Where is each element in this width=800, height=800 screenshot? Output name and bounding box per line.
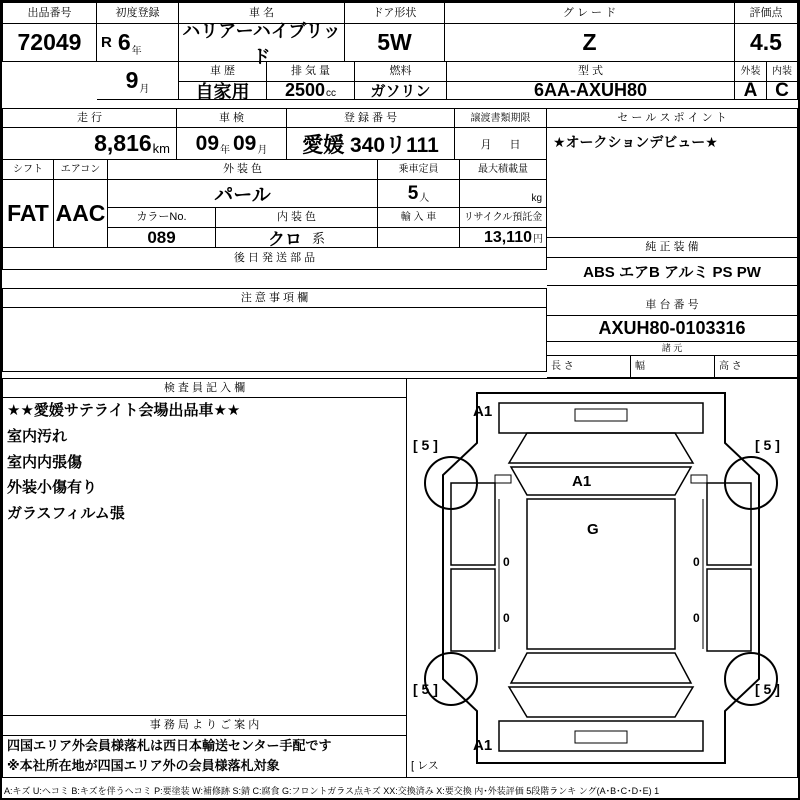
import-label: 輸 入 車 bbox=[378, 208, 460, 228]
diagram-tire-rr: [ 5 ] bbox=[755, 681, 780, 697]
history-label: 車 歴 bbox=[179, 62, 267, 82]
first-reg-label: 初度登録 bbox=[97, 2, 179, 24]
plate-value: 愛媛 340リ111 bbox=[287, 128, 455, 160]
plate-label: 登 録 番 号 bbox=[287, 108, 455, 128]
diagram-door-rr: 0 bbox=[693, 611, 700, 625]
mileage-label: 走 行 bbox=[2, 108, 177, 128]
exhibit-no-label: 出品番号 bbox=[2, 2, 97, 24]
inspector-line-3: 室内内張傷 bbox=[7, 453, 83, 471]
exhibit-no-value: 72049 bbox=[2, 24, 97, 62]
ext-color-label: 外 装 色 bbox=[108, 160, 378, 180]
door-label: ドア形状 bbox=[345, 2, 445, 24]
office-notice-body bbox=[2, 736, 407, 778]
inspector-line-1: ★★愛媛サテライト会場出品車★★ bbox=[7, 402, 241, 419]
grade-label: グ レ ー ド bbox=[445, 2, 735, 24]
int-color-label: 内 装 色 bbox=[216, 208, 378, 228]
diagram-door-fl: 0 bbox=[503, 555, 510, 569]
sales-point-value: ★オークションデビュー★ bbox=[547, 128, 798, 238]
origin-label: 諸 元 bbox=[547, 342, 798, 356]
recycle-value bbox=[460, 228, 547, 248]
displacement-unit: cc bbox=[326, 88, 337, 99]
first-reg-year: 6 bbox=[117, 29, 131, 55]
seats-value bbox=[378, 180, 460, 208]
mileage-unit: km bbox=[152, 141, 170, 156]
fuel-label: 燃料 bbox=[355, 62, 447, 82]
first-reg-month-cell bbox=[97, 62, 179, 100]
car-diagram bbox=[407, 379, 796, 777]
shift-value: FAT bbox=[2, 180, 54, 248]
first-reg-era: R bbox=[101, 34, 112, 51]
inspector-line-4: 外装小傷有り bbox=[7, 479, 98, 497]
int-color-value bbox=[216, 228, 378, 248]
notes-label: 注 意 事 項 欄 bbox=[2, 288, 547, 308]
exterior-grade-value: A bbox=[735, 82, 767, 100]
office-notice-label: 事 務 局 よ り ご 案 内 bbox=[2, 716, 407, 736]
sales-point-label: セ ー ル ス ポ イ ン ト bbox=[547, 108, 798, 128]
shaken-month-unit: 月 bbox=[257, 145, 268, 156]
shaken-value bbox=[177, 128, 287, 160]
import-value bbox=[378, 228, 460, 248]
door-value: 5W bbox=[345, 24, 445, 62]
chassis-label: 車 台 番 号 bbox=[547, 296, 798, 316]
first-reg-month: 9 bbox=[125, 67, 139, 93]
exterior-grade-label: 外装 bbox=[735, 62, 767, 82]
first-reg-value bbox=[97, 24, 179, 62]
score-label: 評価点 bbox=[735, 2, 798, 24]
diagram-mark-glass: G bbox=[587, 521, 599, 538]
ext-color-value: パール bbox=[108, 180, 378, 208]
recycle-label: リサイクル預託金 bbox=[460, 208, 547, 228]
model-code-value: 6AA-AXUH80 bbox=[447, 82, 735, 100]
shaken-year: 09 bbox=[195, 131, 219, 155]
recycle-unit: 円 bbox=[533, 234, 543, 245]
diagram-door-rl: 0 bbox=[503, 611, 510, 625]
aircon-label: エアコン bbox=[54, 160, 108, 180]
mileage-number: 8,816 bbox=[94, 130, 152, 156]
diagram-door-fr: 0 bbox=[693, 555, 700, 569]
diagram-mark-top: A1 bbox=[473, 403, 493, 420]
diagram-res-label: [ レス bbox=[411, 760, 439, 772]
chassis-value: AXUH80-0103316 bbox=[547, 316, 798, 342]
first-reg-month-unit: 月 bbox=[139, 84, 150, 95]
seats-unit: 人 bbox=[419, 193, 430, 204]
transfer-day-unit: 日 bbox=[509, 138, 521, 151]
genuine-equip-value: ABS エアB アルミ PS PW bbox=[547, 258, 798, 286]
office-notice-line-1: 四国エリア外会員様落札は西日本輸送センター手配です bbox=[7, 738, 332, 753]
interior-grade-value: C bbox=[767, 82, 798, 100]
shaken-year-unit: 年 bbox=[220, 145, 230, 156]
diagram-tire-fr: [ 5 ] bbox=[755, 437, 780, 453]
chassis-spacer bbox=[547, 286, 798, 296]
diagram-mark-bottom: A1 bbox=[473, 737, 493, 754]
car-name-label: 車 名 bbox=[179, 2, 345, 24]
fuel-value: ガソリン bbox=[355, 82, 447, 100]
aircon-value: AAC bbox=[54, 180, 108, 248]
int-color-suffix: 系 bbox=[311, 231, 325, 246]
notes-area bbox=[2, 308, 547, 372]
height-label: 高 さ bbox=[715, 356, 798, 378]
transfer-month-unit: 月 bbox=[480, 138, 492, 151]
inspector-line-2: 室内汚れ bbox=[7, 427, 68, 445]
displacement-value bbox=[267, 82, 355, 100]
model-code-label: 型 式 bbox=[447, 62, 735, 82]
color-no-value: 089 bbox=[108, 228, 216, 248]
seats-number: 5 bbox=[407, 182, 419, 204]
seats-label: 乗車定員 bbox=[378, 160, 460, 180]
diagram-mark-center: A1 bbox=[572, 473, 592, 490]
int-color-text: クロ bbox=[267, 230, 302, 249]
max-load-unit: kg bbox=[531, 193, 542, 204]
shaken-label: 車 検 bbox=[177, 108, 287, 128]
recycle-number: 13,110 bbox=[483, 228, 532, 246]
car-name-value: ハリアーハイブリッド bbox=[179, 24, 345, 62]
score-value: 4.5 bbox=[735, 24, 798, 62]
genuine-equip-label: 純 正 装 備 bbox=[547, 238, 798, 258]
inspector-line-5: ガラスフィルム張 bbox=[7, 505, 125, 522]
max-load-label: 最大積載量 bbox=[460, 160, 547, 180]
later-parts-label: 後 日 発 送 部 品 bbox=[2, 248, 547, 270]
shift-label: シフト bbox=[2, 160, 54, 180]
grade-value: Z bbox=[445, 24, 735, 62]
inspector-label: 検 査 員 記 入 欄 bbox=[2, 378, 407, 398]
interior-grade-label: 内装 bbox=[767, 62, 798, 82]
color-no-label: カラーNo. bbox=[108, 208, 216, 228]
width-label: 幅 bbox=[631, 356, 715, 378]
displacement-label: 排 気 量 bbox=[267, 62, 355, 82]
length-label: 長 さ bbox=[547, 356, 631, 378]
history-value: 自家用 bbox=[179, 82, 267, 100]
transfer-deadline-label: 譲渡書類期限 bbox=[455, 108, 547, 128]
first-reg-year-unit: 年 bbox=[131, 46, 142, 57]
mileage-value bbox=[2, 128, 177, 160]
office-notice-line-2: ※本社所在地が四国エリア外の会員様落札対象 bbox=[7, 757, 280, 773]
inspector-notes bbox=[2, 398, 407, 716]
transfer-deadline-value bbox=[455, 128, 547, 160]
diagram-tire-fl: [ 5 ] bbox=[413, 437, 438, 453]
max-load-value bbox=[460, 180, 547, 208]
diagram-tire-rl: [ 5 ] bbox=[413, 681, 438, 697]
car-diagram-panel bbox=[407, 378, 798, 778]
shaken-month: 09 bbox=[233, 131, 257, 155]
displacement-number: 2500 bbox=[284, 80, 326, 100]
damage-code-legend: A:キズ U:ヘコミ B:キズを伴うヘコミ P:要塗装 W:補修跡 S:錆 C:腐食 G:フロントガラス点キズ XX:交換済み X:要交換 内･外装評価 5段階ランキ ング(A･B･C･D･E) 1 bbox=[4, 785, 660, 796]
